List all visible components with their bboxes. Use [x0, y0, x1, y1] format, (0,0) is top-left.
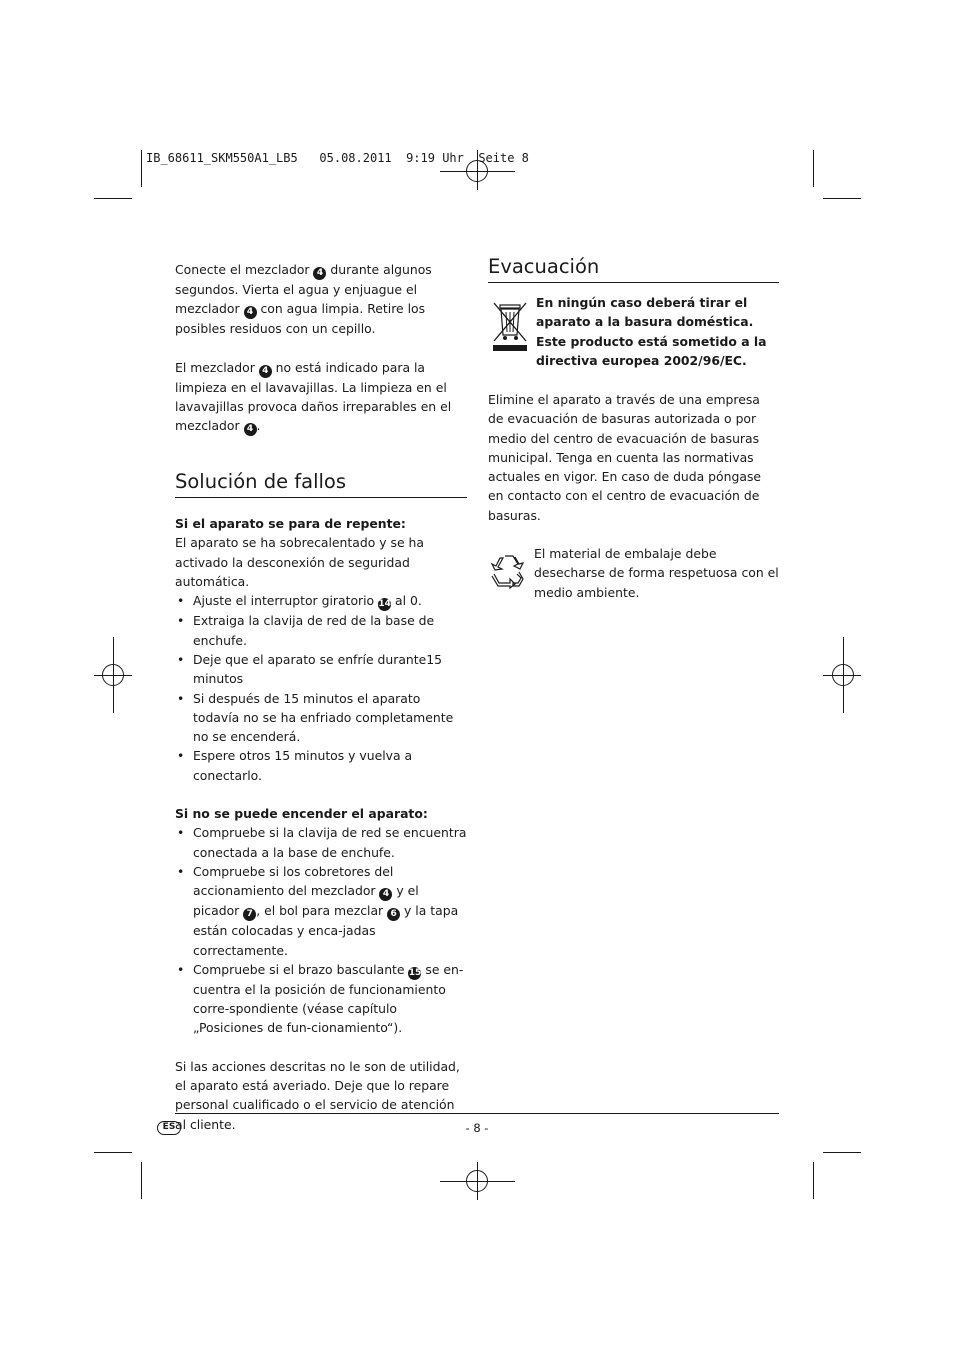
part-number-badge: 4 [313, 267, 326, 280]
section-rule [488, 282, 779, 283]
crossed-bin-icon [491, 301, 529, 351]
list-item: • Si después de 15 minutos el aparato todavía no se ha enfriado completamente no se encenderá. [175, 689, 467, 747]
subsection-title-stops: Si el aparato se para de repente: [175, 516, 406, 532]
section-rule [175, 497, 467, 498]
paragraph-closing: Si las acciones descritas no le son de utilidad, el aparato está averiado. Deje que lo repare personal cualificado o el servicio de atención al cliente. [175, 1058, 460, 1132]
part-number-badge: 15 [408, 967, 422, 978]
list-item: • Ajuste el interruptor giratorio 14 al 0. [175, 591, 467, 611]
left-column [175, 260, 467, 1134]
section-title-troubleshooting: Solución de fallos [175, 470, 347, 494]
part-number-badge: 4 [244, 423, 257, 436]
footer-rule [175, 1113, 779, 1114]
list-item: • Espere otros 15 minutos y vuelva a conectarlo. [175, 746, 467, 785]
right-column [488, 255, 779, 604]
part-number-badge: 6 [387, 908, 400, 921]
list-no-start [175, 823, 467, 1037]
part-number-badge: 7 [243, 908, 256, 921]
list-item: • Compruebe si los cobretores del accionamiento del mezclador 4 y el picador 7 , el bol para mezclar 6 y la tapa están colocadas y enca-jadas correctamente. [175, 862, 467, 960]
paragraph-disposal: Elimine el aparato a través de una empresa de evacuación de basuras autorizada o por medio del centro de evacuación de basuras municipal. Tenga en cuenta las normativas actuales en vigor. En caso de duda póngase en contacto con el centro de evacuación de basuras. [488, 392, 762, 523]
language-label: ES [162, 1122, 176, 1132]
part-number-badge: 4 [244, 306, 257, 319]
warning-text: En ningún caso deberá tirar el aparato a la basura doméstica. Este producto está sometido a la directiva europea 2002/96/EC. [536, 295, 767, 368]
paragraph-rinse: Conecte el mezclador 4 durante algunos segundos. Vierta el agua y enjuague el mezclador 4 con agua limpia. Retire los posibles residuos con un cepillo. [175, 262, 432, 337]
part-number-badge: 14 [378, 599, 391, 610]
list-item: • Deje que el aparato se enfríe durante15 minutos [175, 650, 467, 689]
page-number: - 8 - [465, 1121, 489, 1135]
list-item: • Compruebe si la clavija de red se encuentra conectada a la base de enchufe. [175, 823, 467, 862]
recycle-icon [489, 550, 529, 590]
part-number-badge: 4 [259, 365, 272, 378]
packaging-text: El material de embalaje debe desecharse de forma respetuosa con el medio ambiente. [534, 546, 779, 600]
subsection-title-no-start: Si no se puede encender el aparato: [175, 806, 428, 822]
part-number-badge: 4 [379, 888, 392, 901]
language-badge [157, 1121, 181, 1135]
section-title-disposal: Evacuación [488, 255, 600, 278]
list-item: • Compruebe si el brazo basculante 15 se en-cuentra el la posición de funcionamiento corre-spondiente (véase capítulo „Posiciones de fun-cionamiento“). [175, 960, 467, 1038]
list-item: • Extraiga la clavija de red de la base de enchufe. [175, 611, 467, 650]
subsection-text-overheat: El aparato se ha sobrecalentado y se ha activado la desconexión de seguridad automática. [175, 535, 424, 590]
paragraph-dishwasher: El mezclador 4 no está indicado para la limpieza en el lavavajillas. La limpieza en el lavavajillas provoca daños irreparables en el mezclador 4 . [175, 359, 452, 435]
print-slug: IB_68611_SKM550A1_LB5 05.08.2011 9:19 Uhr Seite 8 [146, 151, 529, 165]
list-stops [175, 591, 467, 785]
